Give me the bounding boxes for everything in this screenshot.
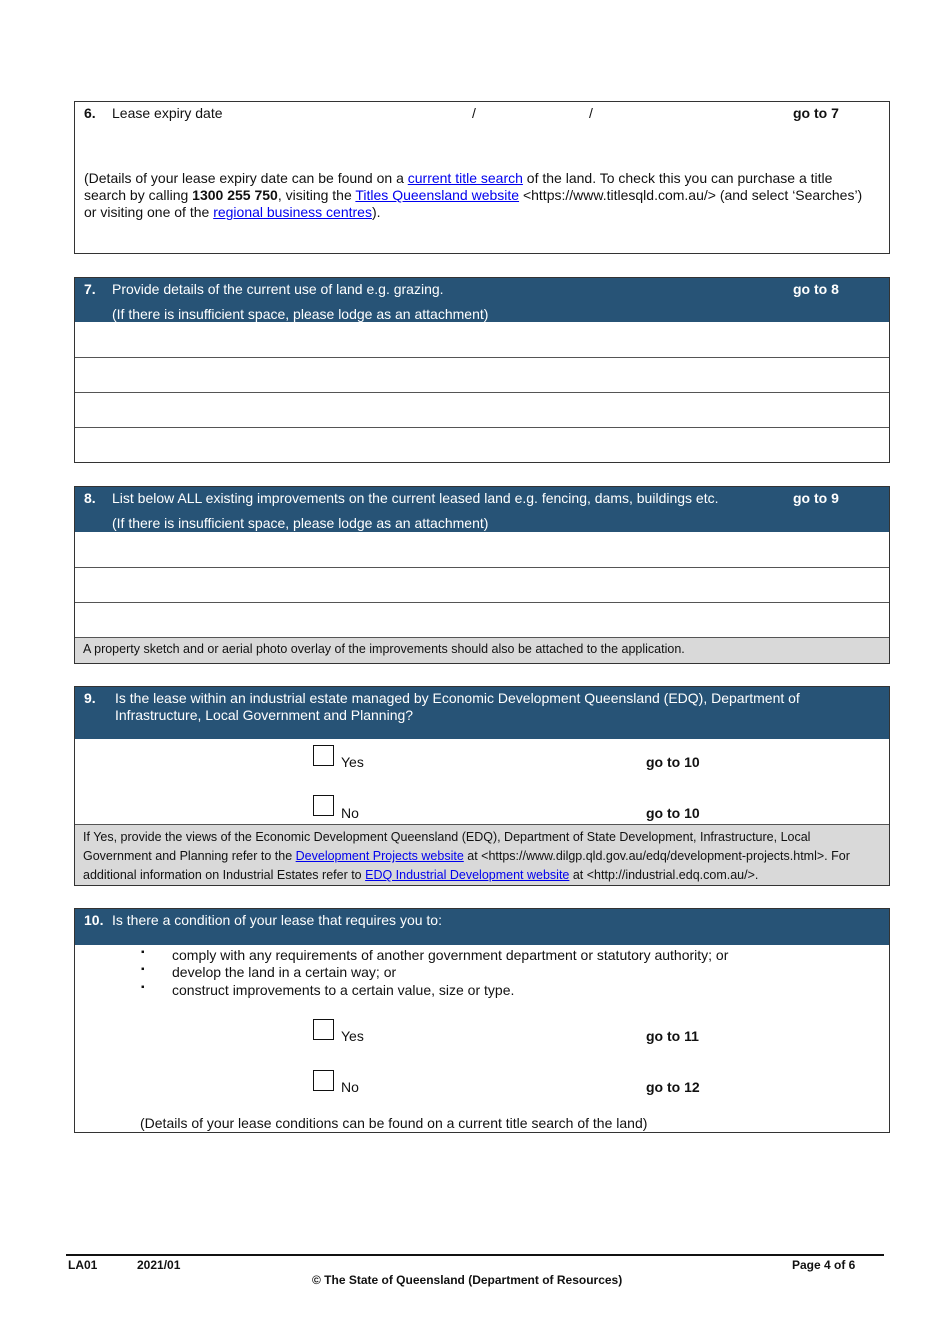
q9-yes-goto: go to 10 (646, 754, 700, 770)
q6-details-text-4: <https://www.titlesqld.com.au/> (and select ‘Searches’) or visiting one of the (84, 187, 863, 220)
q7-label: Provide details of the current use of land e.g. grazing. (112, 281, 444, 297)
footer-rule (66, 1254, 884, 1256)
q6-label: Lease expiry date (112, 105, 223, 121)
q8-number: 8. (84, 490, 96, 506)
q10-yes-label: Yes (341, 1028, 364, 1044)
q8-goto: go to 9 (793, 490, 839, 506)
q10-yes-goto: go to 11 (646, 1028, 699, 1044)
q7-input-row-1[interactable] (75, 322, 889, 357)
bullet-marker-2: ▪ (141, 964, 145, 975)
q9-no-label: No (341, 805, 359, 821)
date-slash-2: / (589, 105, 593, 121)
q10-no-label: No (341, 1079, 359, 1095)
q8-note: A property sketch and or aerial photo overlay of the improvements should also be attached to the application. (75, 637, 889, 663)
footer-form-code: LA01 (68, 1258, 98, 1272)
q6-details-text-5: ). (371, 204, 381, 220)
phone-number: 1300 255 750 (192, 187, 278, 203)
q10-yes-checkbox[interactable] (313, 1019, 334, 1040)
date-slash-1: / (472, 105, 476, 121)
q9-label-line-1: Is the lease within an industrial estate managed by Economic Development Queensland (EDQ), Department of (115, 690, 800, 706)
footer-page-number: Page 4 of 6 (792, 1258, 856, 1272)
q9-label-line-2: Infrastructure, Local Government and Planning? (115, 707, 414, 723)
development-projects-link[interactable]: Development Projects website (295, 849, 464, 863)
q9-note-text-3: at <http://industrial.edq.com.au/>. (569, 868, 759, 882)
q8-sub: (If there is insufficient space, please lodge as an attachment) (112, 515, 489, 531)
q6-details-text-2: of the land. To check this you can purchase a title search by calling (84, 170, 833, 203)
q10-header (75, 909, 889, 945)
q8-header (75, 487, 889, 532)
q6-goto: go to 7 (793, 105, 839, 121)
q9-no-checkbox[interactable] (313, 795, 334, 816)
q10-label: Is there a condition of your lease that requires you to: (112, 912, 442, 928)
q7-header (75, 278, 889, 322)
q10-bullet-3: construct improvements to a certain value, size or type. (172, 982, 515, 998)
q9-note-text-1: If Yes, provide the views of the Economic Development Queensland (EDQ), Department of State Development, Infrastructure, Local Government and Planning refer to the (83, 830, 811, 863)
regional-business-centres-link[interactable]: regional business centres (213, 204, 372, 220)
q8-input-row-1[interactable] (75, 532, 889, 567)
section-7 (74, 277, 890, 463)
q6-details-text-3: , visiting the (277, 187, 356, 203)
edq-industrial-link[interactable]: EDQ Industrial Development website (365, 868, 570, 882)
q9-no-goto: go to 10 (646, 805, 700, 821)
q10-footnote: (Details of your lease conditions can be found on a current title search of the land) (140, 1115, 648, 1131)
q6-details-text-1: (Details of your lease expiry date can be found on a (84, 170, 408, 186)
q10-no-goto: go to 12 (646, 1079, 700, 1095)
q7-input-row-3[interactable] (75, 392, 889, 427)
section-9 (74, 686, 890, 886)
section-8 (74, 486, 890, 664)
current-title-search-link[interactable]: current title search (407, 170, 523, 186)
q8-input-row-3[interactable] (75, 602, 889, 637)
q7-input-row-2[interactable] (75, 357, 889, 392)
q6-details (84, 170, 874, 221)
q10-bullet-1: comply with any requirements of another government department or statutory authority; or (172, 947, 729, 963)
footer-version: 2021/01 (137, 1258, 181, 1272)
q8-label: List below ALL existing improvements on the current leased land e.g. fencing, dams, buildings etc. (112, 490, 719, 506)
bullet-marker-3: ▪ (141, 982, 145, 993)
footer-copyright: © The State of Queensland (Department of Resources) (312, 1273, 623, 1287)
bullet-marker-1: ▪ (141, 947, 145, 958)
q7-goto: go to 8 (793, 281, 839, 297)
q7-input-row-4[interactable] (75, 427, 889, 462)
q10-number: 10. (84, 912, 104, 928)
titles-queensland-link[interactable]: Titles Queensland website (355, 187, 520, 203)
q10-bullet-2: develop the land in a certain way; or (172, 964, 397, 980)
q6-number: 6. (84, 105, 96, 121)
q7-sub: (If there is insufficient space, please lodge as an attachment) (112, 306, 489, 322)
q9-header (75, 687, 889, 739)
q9-yes-checkbox[interactable] (313, 745, 334, 766)
q9-note-text-2: at <https://www.dilgp.qld.gov.au/edq/development-projects.html>. For additional information on Industrial Estates refer to (83, 849, 850, 882)
q10-no-checkbox[interactable] (313, 1070, 334, 1091)
q9-yes-label: Yes (341, 754, 364, 770)
section-10 (74, 908, 890, 1133)
q8-input-row-2[interactable] (75, 567, 889, 602)
section-6 (74, 101, 890, 254)
q9-note (75, 824, 889, 885)
q9-number: 9. (84, 690, 96, 706)
q7-number: 7. (84, 281, 96, 297)
